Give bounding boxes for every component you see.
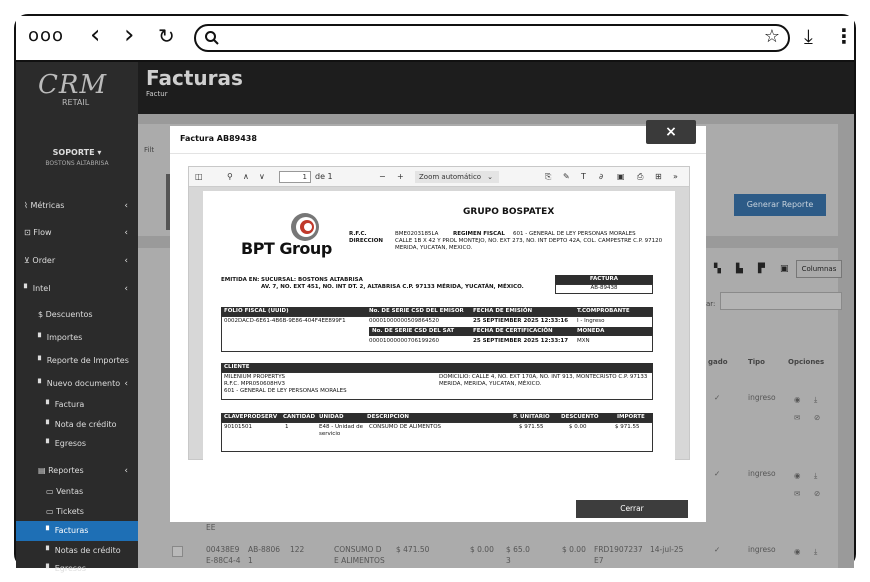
tipo-cell: ingreso — [748, 393, 776, 402]
address-bar[interactable] — [194, 24, 790, 52]
prev-page-icon[interactable]: ∧ — [243, 172, 249, 181]
item-cantidad: 1 — [285, 424, 289, 430]
generate-report-button[interactable]: Generar Reporte — [734, 194, 826, 216]
serie-emisor-value: 00001000000509864520 — [369, 318, 439, 324]
direccion-label: DIRECCION — [349, 238, 384, 244]
invoice-modal — [170, 126, 706, 522]
h-unidad: UNIDAD — [319, 414, 344, 420]
report-icon: ▤ — [38, 466, 46, 475]
nav-label: Notas de crédito — [54, 546, 121, 555]
h-descuento: DESCUENTO — [561, 414, 599, 420]
bookmark-star-icon[interactable]: ☆ — [763, 26, 780, 47]
dollar-icon: $ — [38, 310, 44, 319]
cliente-rfc: R.F.C. MPR050608HV3 — [224, 381, 286, 387]
h-descripcion: DESCRIPCION — [367, 414, 409, 420]
nav-label: Descuentos — [45, 310, 93, 319]
cliente-regimen: 601 - GENERAL DE LEY PERSONAS MORALES — [224, 388, 347, 394]
chevron-left-icon: ‹ — [124, 256, 128, 266]
chevron-left-icon: ‹ — [124, 284, 128, 294]
cancel-icon[interactable]: ⊘ — [814, 413, 821, 422]
nav-label: Order — [32, 256, 56, 265]
card-icon: ▭ — [46, 487, 54, 496]
doc-icon: ▘ — [38, 356, 45, 365]
fecha-cert-value: 25 SEPTIEMBER 2025 12:33:17 — [473, 338, 569, 344]
draw-icon[interactable]: ✎ — [563, 172, 570, 181]
zoom-select[interactable] — [415, 171, 499, 183]
nav-label: Métricas — [30, 201, 65, 210]
nav-label: Egresos — [54, 564, 87, 573]
h-folio: FOLIO FISCAL (UUID) — [224, 308, 289, 314]
browser-toolbar — [16, 16, 854, 62]
page-title: Facturas — [146, 66, 243, 90]
h-punitario: P. UNITARIO — [513, 414, 550, 420]
date-cell: 14-jul-25 — [650, 545, 684, 554]
download-row-icon[interactable]: ⤓ — [814, 395, 818, 404]
logo: CRM — [38, 70, 108, 100]
download-row-icon[interactable]: ⤓ — [814, 471, 818, 480]
top-band — [16, 62, 854, 114]
nav-label: Nota de crédito — [54, 420, 117, 429]
paid-check-icon: ✓ — [714, 393, 721, 402]
nav-egresos[interactable] — [16, 434, 138, 454]
logo-sub: RETAIL — [62, 98, 90, 107]
fiscal-header-bar — [221, 307, 653, 316]
csv-icon[interactable]: ▙ — [736, 264, 743, 274]
nav-label: Facturas — [54, 526, 89, 535]
nav-ventas[interactable] — [16, 482, 138, 502]
folio-cell: FRD1907237 E7 — [594, 545, 643, 565]
col-opciones: Opciones — [788, 358, 825, 366]
nav-order[interactable] — [16, 251, 138, 271]
ieps-cell: $ 0.00 — [562, 545, 586, 554]
print-icon[interactable]: ▣ — [780, 264, 789, 274]
search-icon — [204, 30, 220, 46]
zoom-value: Zoom automático — [419, 173, 482, 181]
paid-check-icon: ✓ — [714, 469, 721, 478]
reload-icon[interactable]: ↻ — [158, 24, 175, 48]
item-importe: $ 971.55 — [615, 424, 640, 430]
nav-label: Ventas — [56, 487, 84, 496]
copy-icon[interactable]: ▚ — [714, 264, 721, 274]
col-pagado: gado — [708, 358, 728, 366]
nav-label: Factura — [54, 400, 85, 409]
doc-icon: ▘ — [46, 420, 53, 429]
h-cantidad: CANTIDAD — [283, 414, 316, 420]
item-descuento: $ 0.00 — [569, 424, 587, 430]
sidebar-toggle-icon[interactable]: ◫ — [195, 172, 203, 181]
nav-nuevo-documento[interactable] — [16, 374, 138, 394]
menu-icon[interactable]: ⋮ — [834, 24, 854, 48]
nav-metricas[interactable] — [16, 196, 138, 216]
sat-header-bar — [369, 327, 653, 336]
cerrar-button[interactable]: Cerrar — [576, 500, 688, 518]
cancel-icon[interactable]: ⊘ — [814, 489, 821, 498]
sidebar — [16, 62, 138, 573]
h-importe: IMPORTE — [617, 414, 645, 420]
image-icon[interactable]: ▣ — [617, 172, 625, 181]
invoice-page — [203, 191, 675, 461]
page-total: de 1 — [315, 172, 333, 181]
item-descripcion: CONSUMO DE ALIMENTOS — [369, 424, 442, 430]
mail-icon[interactable]: ✉ — [794, 413, 801, 422]
company-name: GRUPO BOSPATEX — [463, 207, 555, 217]
nav-label: Intel — [32, 284, 51, 293]
nav-flow[interactable] — [16, 223, 138, 243]
rfc-value: BME0203185LA — [395, 231, 439, 237]
mail-icon[interactable]: ✉ — [794, 489, 801, 498]
user-menu[interactable] — [16, 148, 138, 167]
view-icon[interactable]: ◉ — [794, 471, 801, 480]
cliente-nombre: MILENIUM PROPERTYS — [224, 374, 286, 380]
doc-icon: ▘ — [46, 400, 53, 409]
iva-cell: $ 65.0 3 — [506, 545, 530, 565]
uuid-cell: 00438E9 E-88C4-4 — [206, 545, 241, 565]
ink-icon[interactable]: ∂ — [599, 172, 604, 181]
download-icon[interactable]: ⤓ — [804, 24, 813, 48]
regimen-value: 601 - GENERAL DE LEY PERSONAS MORALES — [513, 231, 636, 237]
table-search-input[interactable] — [720, 292, 842, 310]
moneda-value: MXN — [577, 338, 590, 344]
chart-icon: ⌇ — [24, 201, 28, 210]
doc-icon: ▘ — [46, 439, 53, 448]
nav-label: Egresos — [54, 439, 87, 448]
factura-number: AB-89438 — [555, 284, 653, 294]
chevron-left-icon: ‹ — [124, 379, 128, 389]
serie-cell: AB-8806 1 — [248, 545, 281, 565]
user-name[interactable]: SOPORTE ▾ — [52, 148, 102, 157]
logo-text: BPT Group — [241, 239, 332, 258]
tabs-icon[interactable]: ooo — [28, 25, 65, 46]
filter-label: Filt — [144, 146, 155, 154]
h-clave: CLAVEPRODSERV — [224, 414, 278, 420]
browser-window — [14, 14, 856, 573]
chevron-down-icon: ⌄ — [487, 173, 493, 181]
zoom-out-icon[interactable]: − — [379, 172, 386, 181]
num-cell: 122 — [290, 545, 305, 554]
chevron-left-icon: ‹ — [124, 466, 128, 476]
cart-icon: ⊻ — [24, 256, 30, 265]
nav-facturas[interactable] — [16, 521, 138, 541]
item-clave: 90101501 — [224, 424, 252, 430]
doc-icon: ▘ — [38, 333, 45, 342]
text-icon[interactable]: T — [581, 172, 586, 181]
uuid-cell: EE — [206, 523, 216, 532]
doc-icon: ▘ — [46, 564, 53, 573]
h-moneda: MONEDA — [577, 328, 605, 334]
col-tipo: Tipo — [748, 358, 765, 366]
search-label: ar: — [706, 300, 716, 308]
tipo-cell: ingreso — [748, 469, 776, 478]
doc-icon: ▘ — [46, 546, 53, 555]
doc-icon: ▘ — [38, 379, 45, 388]
row-checkbox[interactable] — [172, 546, 183, 557]
save-icon[interactable]: ⊞ — [655, 172, 662, 181]
pdf-viewer — [188, 166, 690, 460]
cliente-header: CLIENTE — [221, 363, 653, 372]
card-icon: ▭ — [46, 507, 54, 516]
view-icon[interactable]: ◉ — [794, 395, 801, 404]
nav-label: Tickets — [56, 507, 84, 516]
download-row-icon[interactable]: ⤓ — [814, 547, 818, 556]
chevron-left-icon: ‹ — [124, 201, 128, 211]
sucursal-name: SUCURSAL: BOSTONS ALTABRISA — [261, 277, 363, 283]
highlight-icon[interactable]: ⎘ — [545, 172, 552, 181]
nav-reporte-importes[interactable] — [16, 351, 138, 371]
flow-icon: ⊡ — [24, 228, 31, 237]
nav-label: Flow — [33, 228, 52, 237]
uuid-value: 0002DACD-6E61-4B6B-9E86-404F4EE899F1 — [224, 318, 346, 324]
tipo-cell: ingreso — [748, 545, 776, 554]
doc-icon: ▘ — [24, 284, 31, 293]
back-icon[interactable]: ‹ — [90, 20, 101, 50]
rfc-label: R.F.C. — [349, 231, 367, 237]
cliente-domicilio: DOMICILIO: CALLE 4, NO. EXT 170A, NO. INT 913, MONTECRISTO C.P. 97133 MERIDA, MERIDA, YUCATAN, MÉXICO. — [439, 374, 648, 387]
page-breadcrumb: Factur — [146, 90, 168, 98]
nav-tickets[interactable] — [16, 502, 138, 522]
emitida-label: EMITIDA EN: — [221, 277, 260, 283]
nav-label: Reportes — [48, 466, 84, 475]
h-fecha-cert: FECHA DE CERTIFICACIÓN — [473, 328, 553, 334]
nav-egresos-reportes[interactable] — [16, 559, 138, 579]
direccion-value: CALLE 1B X 42 Y PROL MONTEJO, NO. EXT 273, NO. INT DEPTO 42A, COL. CAMPESTRE C.P. 97120 MERIDA, YUCATAN, MEXICO. — [395, 238, 663, 251]
nav-nota-credito[interactable] — [16, 415, 138, 435]
concept-cell: CONSUMO D E ALIMENTOS — [334, 545, 385, 565]
nav-importes[interactable] — [16, 328, 138, 348]
serie-sat-value: 00001000000706199260 — [369, 338, 439, 344]
modal-header — [170, 126, 706, 154]
items-header-bar — [221, 413, 653, 422]
app — [16, 62, 854, 573]
doc-icon: ▘ — [46, 526, 53, 535]
nav-label: Importes — [46, 333, 83, 342]
zoom-in-icon[interactable]: + — [397, 172, 404, 181]
h-tipo: T.COMPROBANTE — [577, 308, 630, 314]
amount-cell: $ 471.50 — [396, 545, 430, 554]
discount-cell: $ 0.00 — [470, 545, 494, 554]
modal-title: Factura AB89438 — [180, 134, 257, 143]
excel-icon[interactable]: ▛ — [758, 264, 765, 274]
view-icon[interactable]: ◉ — [794, 547, 801, 556]
user-store: BOSTONS ALTABRISA — [45, 160, 109, 167]
chevron-left-icon: ‹ — [124, 228, 128, 238]
nav-notas-credito[interactable] — [16, 541, 138, 561]
print-icon[interactable]: ⎙ — [637, 172, 644, 181]
find-icon[interactable]: ⚲ — [227, 172, 233, 181]
item-unidad: E48 - Unidad de servicio — [319, 424, 363, 437]
sucursal-address: AV. 7, NO. EXT 451, NO. INT DT. 2, ALTABRISA C.P. 97133 MÉRIDA, YUCATÁN, MÉXICO. — [261, 284, 524, 290]
nav-intel[interactable] — [16, 279, 138, 299]
fecha-emision-value: 25 SEPTIEMBER 2025 12:33:16 — [473, 318, 569, 324]
tipo-comprobante-value: I - Ingreso — [577, 318, 605, 324]
modal-close-button[interactable]: × — [646, 120, 696, 144]
nav-factura[interactable] — [16, 395, 138, 415]
factura-label: FACTURA — [555, 275, 653, 284]
regimen-label: REGIMEN FISCAL — [453, 231, 505, 237]
columns-button[interactable]: Columnas — [796, 260, 842, 278]
nav-descuentos[interactable] — [16, 305, 138, 325]
h-fecha-emision: FECHA DE EMISIÓN — [473, 308, 533, 314]
item-punitario: $ 971.55 — [519, 424, 544, 430]
more-tools-icon[interactable]: » — [673, 172, 678, 181]
page-number-input[interactable]: 1 — [279, 171, 311, 183]
nav-reportes[interactable] — [16, 461, 138, 481]
nav-label: Nuevo documento — [46, 379, 121, 388]
h-serie-sat: No. DE SERIE CSD DEL SAT — [372, 328, 455, 334]
forward-icon[interactable]: › — [124, 20, 135, 50]
pdf-toolbar — [189, 167, 689, 187]
h-serie-emisor: No. DE SERIE CSD DEL EMISOR — [369, 308, 464, 314]
paid-check-icon: ✓ — [714, 545, 721, 554]
nav-label: Reporte de Importes — [46, 356, 129, 365]
next-page-icon[interactable]: ∨ — [259, 172, 265, 181]
